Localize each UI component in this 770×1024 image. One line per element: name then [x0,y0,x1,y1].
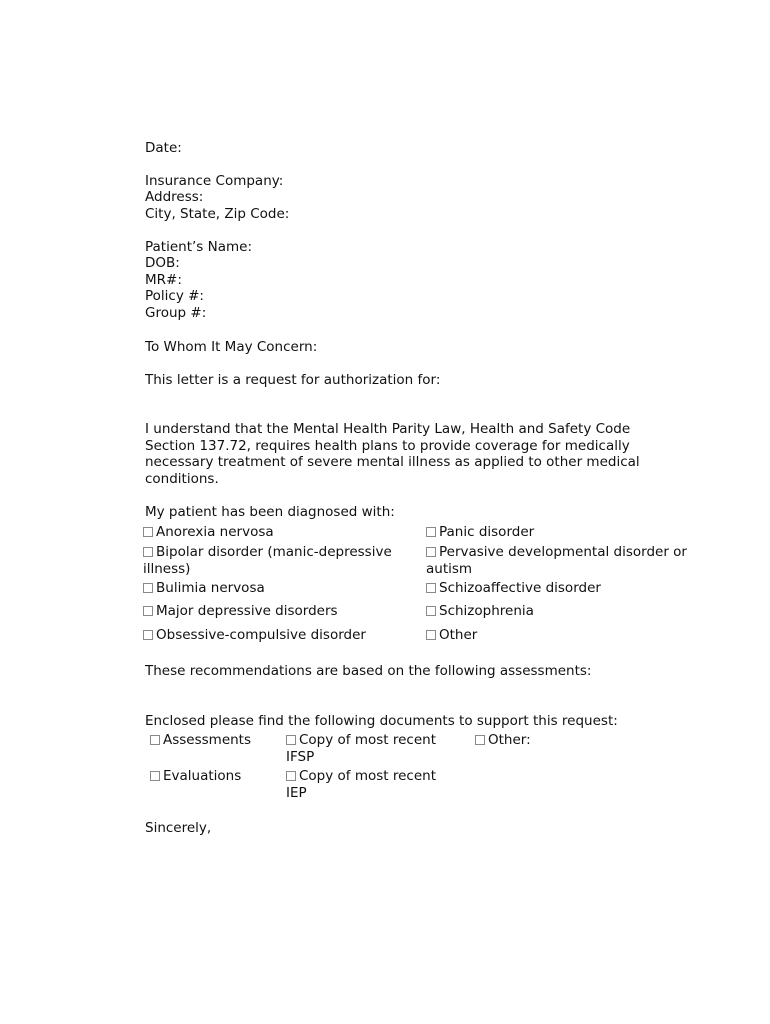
group-label: Group #: [145,305,207,321]
option-label: Copy of most recent IFSP [286,732,437,765]
checkbox[interactable] [143,583,153,593]
option-label: Other: [488,732,531,748]
policy-label: Policy #: [145,288,204,304]
checkbox[interactable] [426,630,436,640]
option-label: Bipolar disorder (manic-depressive illness) [143,544,392,577]
address-label: Address: [145,189,204,205]
enclosed-option-copy-ifsp[interactable] [286,732,456,765]
diagnosis-option-schizophrenia[interactable] [426,603,706,620]
enclosed-option-evaluations[interactable] [150,768,275,785]
checkbox[interactable] [426,547,436,557]
checkbox[interactable] [475,735,485,745]
option-label: Schizophrenia [439,603,534,619]
closing: Sincerely, [145,820,212,836]
diagnosis-option-major-depressive[interactable] [143,603,413,620]
option-label: Panic disorder [439,524,535,540]
mr-label: MR#: [145,272,182,288]
option-label: Obsessive-compulsive disorder [156,627,366,643]
checkbox[interactable] [286,735,296,745]
diagnosis-option-bulimia[interactable] [143,580,413,597]
diagnosis-option-panic[interactable] [426,524,706,541]
option-label: Assessments [163,732,252,748]
request-line: This letter is a request for authorization for: [145,372,441,388]
enclosed-option-assessments[interactable] [150,732,275,749]
patient-name-label: Patient’s Name: [145,239,252,255]
city-state-zip-label: City, State, Zip Code: [145,206,290,222]
checkbox[interactable] [286,771,296,781]
parity-law-paragraph: I understand that the Mental Health Parity Law, Health and Safety Code Section 137.72, requires health plans to provide coverage for medically necessary treatment of severe mental illness as applied to other medical conditions. [145,421,640,487]
checkbox[interactable] [426,527,436,537]
insurance-company-label: Insurance Company: [145,173,284,189]
diagnosis-heading: My patient has been diagnosed with: [145,504,395,520]
checkbox[interactable] [143,527,153,537]
option-label: Anorexia nervosa [156,524,274,540]
diagnosis-option-other[interactable] [426,627,706,644]
checkbox[interactable] [426,606,436,616]
diagnosis-option-ocd[interactable] [143,627,413,644]
option-label: Major depressive disorders [156,603,338,619]
option-label: Bulimia nervosa [156,580,265,596]
checkbox[interactable] [143,547,153,557]
enclosed-option-copy-iep[interactable] [286,768,456,801]
option-label: Other [439,627,478,643]
diagnosis-option-schizoaffective[interactable] [426,580,706,597]
checkbox[interactable] [143,606,153,616]
option-label: Copy of most recent IEP [286,768,437,801]
enclosed-heading: Enclosed please find the following documents to support this request: [145,713,618,729]
assessments-line: These recommendations are based on the following assessments: [145,663,592,679]
enclosed-option-other[interactable] [475,732,595,749]
diagnosis-option-pervasive-developmental[interactable] [426,544,706,577]
diagnosis-option-anorexia[interactable] [143,524,413,541]
checkbox[interactable] [143,630,153,640]
checkbox[interactable] [150,771,160,781]
option-label: Pervasive developmental disorder or autism [426,544,687,577]
salutation: To Whom It May Concern: [145,339,318,355]
checkbox[interactable] [150,735,160,745]
diagnosis-option-bipolar[interactable] [143,544,413,577]
checkbox[interactable] [426,583,436,593]
date-label: Date: [145,140,182,156]
option-label: Evaluations [163,768,242,784]
option-label: Schizoaffective disorder [439,580,601,596]
dob-label: DOB: [145,255,180,271]
